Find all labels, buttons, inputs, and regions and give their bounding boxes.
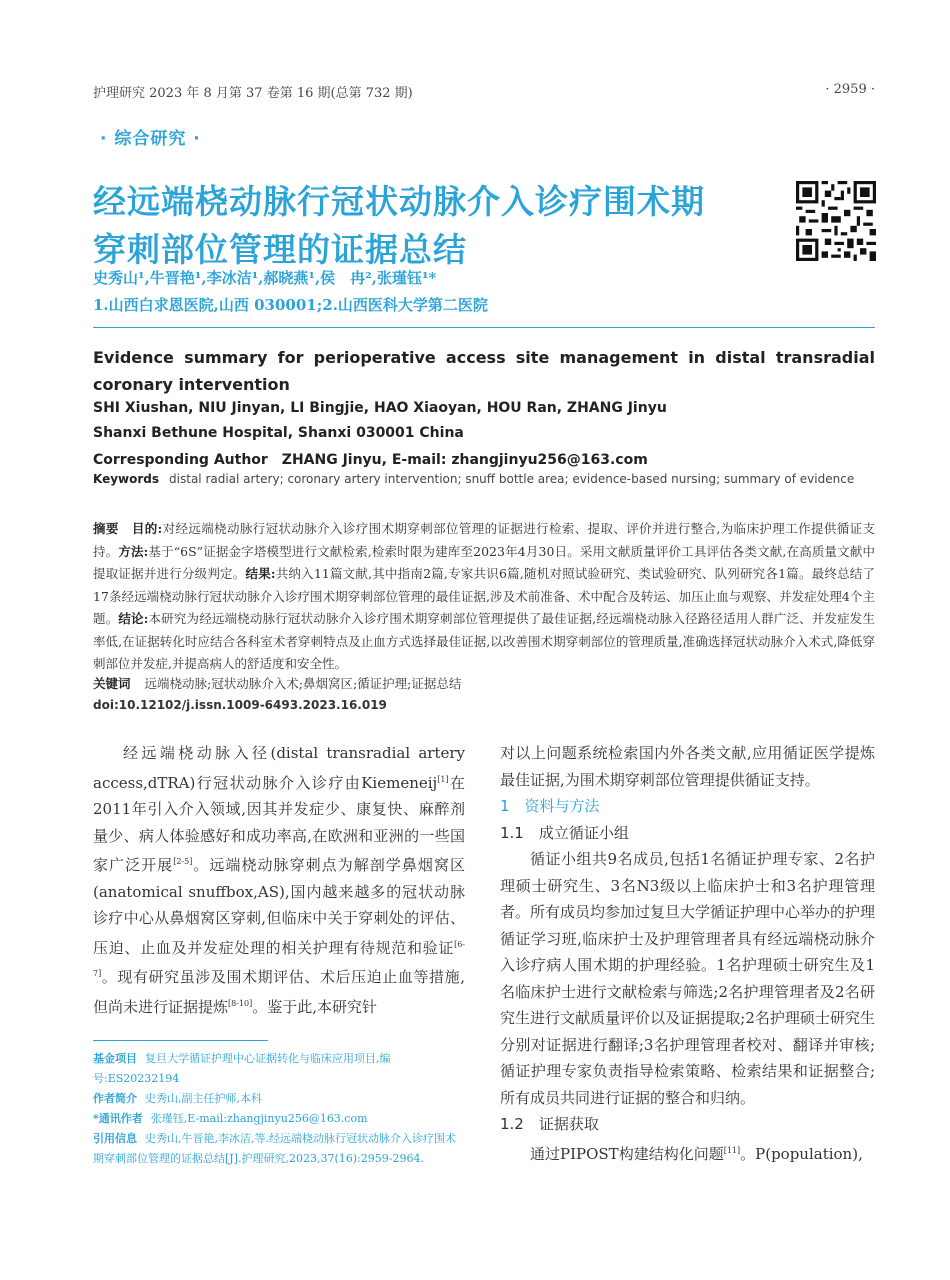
body-right-column [500, 740, 875, 1167]
corresponding-author: Corresponding Author ZHANG Jinyu, E-mail: zhangjinyu256@163.com [93, 452, 648, 468]
method-label: 方法: [118, 543, 149, 559]
citation-ref: [6-7] [93, 939, 465, 978]
header-divider [93, 327, 875, 328]
intro-continuation: 对以上问题系统检索国内外各类文献,应用循证医学提炼最佳证据,为围术期穿刺部位管理提供循证支持。 [500, 744, 875, 789]
section-heading-1: 1 资料与方法 [500, 797, 600, 815]
citation-ref: [2-5] [173, 857, 193, 866]
section-heading-1-1: 1.1 成立循证小组 [500, 823, 629, 842]
fund-note [93, 1049, 465, 1089]
english-keywords [93, 472, 854, 486]
intro-text-4: 。现有研究虽涉及围术期评估、术后压迫止血等措施,但尚未进行证据提炼 [93, 968, 465, 1016]
abstract [93, 518, 875, 676]
objective-label: 目的: [131, 521, 163, 536]
intro-paragraph [93, 740, 465, 1020]
author-note-label: 作者简介 [93, 1092, 137, 1105]
english-authors: SHI Xiushan, NIU Jinyan, LI Bingjie, HAO Xiaoyan, HOU Ran, ZHANG Jinyu [93, 400, 667, 416]
qr-code-icon [796, 181, 876, 261]
body-left-column [93, 740, 465, 1020]
journal-header: 护理研究 2023 年 8 月第 37 卷第 16 期(总第 732 期) [93, 86, 413, 101]
doi: doi:10.12102/j.issn.1009-6493.2023.16.019 [93, 698, 387, 712]
citation-note [93, 1129, 465, 1169]
conclusion-label: 结论: [118, 611, 149, 626]
affiliation-cn: 1.山西白求恩医院,山西 030001;2.山西医科大学第二医院 [93, 296, 488, 314]
intro-text-3: 。远端桡动脉穿刺点为解剖学鼻烟窝区(anatomical snuffbox,AS),国内越来越多的冠状动脉诊疗中心从鼻烟窝区穿刺,但临床中关于穿刺处的评估、压迫、止血及并发症处理的相关护理有待规范和验证 [93, 856, 465, 957]
evidence-text-2: 。P(population), [740, 1144, 863, 1163]
footnote-divider [93, 1040, 268, 1041]
page-number: · 2959 · [825, 82, 875, 97]
objective-text: 对经远端桡动脉行冠状动脉介入诊疗围术期穿刺部位管理的证据进行检索、提取、评价并进行整合,为临床护理工作提供循证支持。 [93, 521, 875, 559]
fund-label: 基金项目 [93, 1052, 137, 1065]
citation-label: 引用信息 [93, 1132, 137, 1145]
section-heading-1-2: 1.2 证据获取 [500, 1115, 599, 1133]
english-keywords-label: Keywords [93, 472, 160, 486]
method-text: 基于“6S”证据金字塔模型进行文献检索,检索时限为建库至2023年4月30日。采用文献质量评价工具评估各类文献,在高质量文献中提取证据并进行分级判定。 [93, 543, 875, 581]
conclusion-text: 本研究为经远端桡动脉行冠状动脉介入诊疗围术期穿刺部位管理提供了最佳证据,经远端桡动脉入径路径适用人群广泛、并发症发生率低,在证据转化时应结合各科室术者穿刺特点及止血方式选择最佳证据,以改善围术期穿刺部位的管理质量,准确选择冠状动脉介入术式,降低穿刺部位并发症,并提高病人的舒适度和安全性。 [93, 611, 875, 671]
author-note-text: 史秀山,副主任护师,本科 [145, 1092, 262, 1105]
intro-text-1: 经远端桡动脉入径(distal transradial artery access,dTRA)行冠状动脉介入诊疗由Kiemeneij [93, 744, 465, 792]
english-keywords-text: distal radial artery; coronary artery intervention; snuff bottle area; evidence-based nursing; summary of evidence [169, 472, 855, 486]
author-note [93, 1089, 465, 1109]
english-title: Evidence summary for perioperative access site management in distal transradial coronary intervention [93, 348, 875, 394]
title-line-1: 经远端桡动脉行冠状动脉介入诊疗围术期 [93, 182, 705, 221]
chinese-keywords [93, 674, 461, 692]
team-paragraph: 循证小组共9名成员,包括1名循证护理专家、2名护理硕士研究生、3名N3级以上临床护士和3名护理管理者。所有成员均参加过复旦大学循证护理中心举办的护理循证学习班,临床护士及护理管理者具有经远端桡动脉介入诊疗病人围术期的护理经验。1名护理硕士研究生及1名临床护士进行文献检索与筛选;2名护理管理者及2名研究生进行文献质量评价以及证据提取;2名护理硕士研究生分别对证据进行翻译;3名护理管理者校对、翻译并审核;循证护理专家负责指导检索策略、检索结果和证据整合;所有成员共同进行证据的整合和归纳。 [500, 850, 876, 1107]
fund-text: 复旦大学循证护理中心证据转化与临床应用项目,编号:ES20232194 [93, 1052, 391, 1085]
chinese-keywords-text: 远端桡动脉;冠状动脉介入术;鼻烟窝区;循证护理;证据总结 [144, 676, 462, 691]
authors-cn: 史秀山¹,牛晋艳¹,李冰洁¹,郝晓燕¹,侯 冉²,张瑾钰¹* [93, 269, 437, 287]
section-tag: · 综合研究 · [100, 129, 201, 149]
evidence-text-1: 通过PIPOST构建结构化问题 [530, 1144, 724, 1163]
citation-ref: [11] [723, 1145, 741, 1155]
abstract-label: 摘要 [93, 521, 119, 536]
citation-ref: [1] [437, 774, 449, 784]
citation-text: 史秀山,牛晋艳,李冰洁,等.经远端桡动脉行冠状动脉介入诊疗围术期穿刺部位管理的证据总结[J].护理研究,2023,37(16):2959-2964. [93, 1132, 456, 1165]
intro-text-2: 在2011年引入介入领域,因其并发症少、康复快、麻醉剂量少、病人体验感好和成功率高,在欧洲和亚洲的一些国家广泛开展 [93, 773, 465, 874]
corresponding-note [93, 1109, 465, 1129]
intro-text-5: 。鉴于此,本研究针 [252, 997, 378, 1016]
result-label: 结果: [245, 566, 276, 581]
title-line-2: 穿刺部位管理的证据总结 [93, 230, 467, 269]
corresponding-text: 张瑾钰,E-mail:zhangjinyu256@163.com [150, 1112, 368, 1125]
evidence-paragraph [500, 1138, 875, 1168]
english-affiliation: Shanxi Bethune Hospital, Shanxi 030001 China [93, 425, 464, 441]
article-title [93, 178, 773, 274]
chinese-keywords-label: 关键词 [93, 676, 131, 691]
citation-ref: [8-10] [228, 998, 253, 1008]
corresponding-label: *通讯作者 [93, 1112, 143, 1125]
footnotes [93, 1049, 465, 1169]
result-text: 共纳入11篇文献,其中指南2篇,专家共识6篇,随机对照试验研究、类试验研究、队列研究各1篇。最终总结了17条经远端桡动脉行冠状动脉介入诊疗围术期穿刺部位管理的最佳证据,涉及术前准备、术中配合及转运、加压止血与观察、并发症处理4个主题。 [93, 566, 875, 626]
